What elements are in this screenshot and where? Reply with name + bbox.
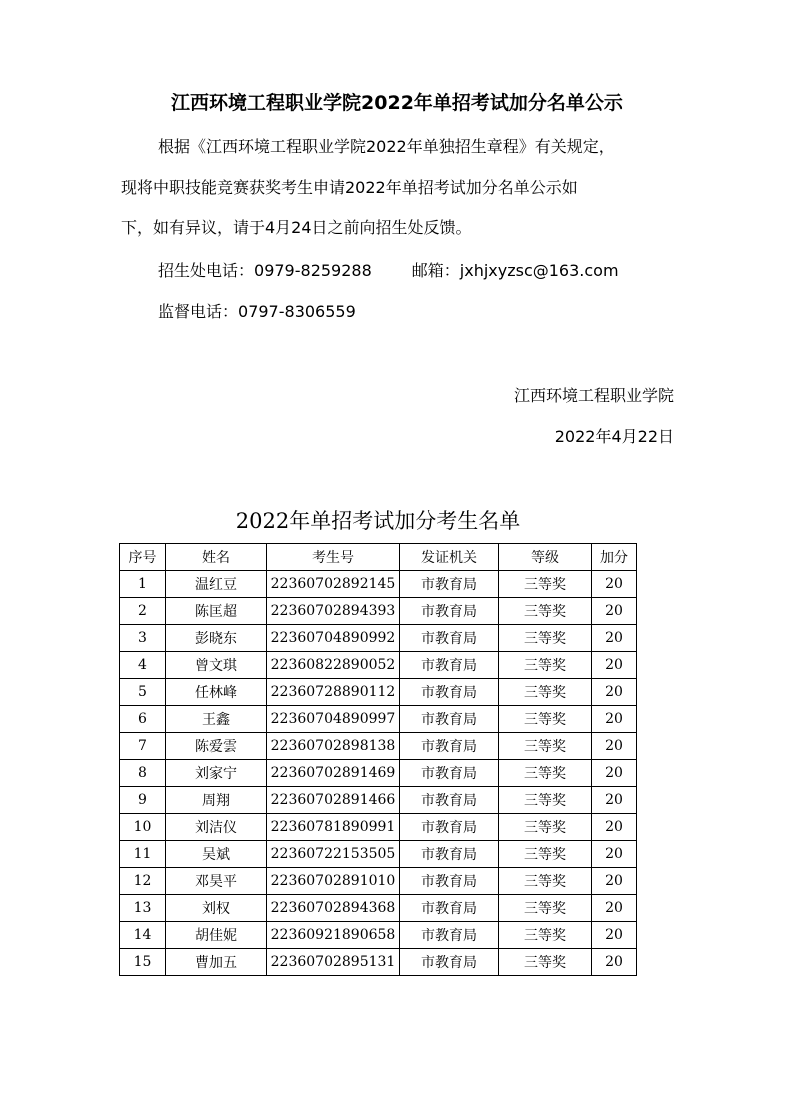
cell-seq: 11 [120, 841, 166, 868]
cell-seq: 5 [120, 679, 166, 706]
roster-title: 2022年单招考试加分考生名单 [235, 509, 521, 533]
cell-grade: 三等奖 [499, 760, 592, 787]
header-grade: 等级 [499, 544, 592, 571]
cell-candidate-id: 22360822890052 [267, 652, 400, 679]
signature-date: 2022年4月22日 [554, 427, 674, 446]
cell-name: 陈匡超 [166, 598, 267, 625]
roster-table [119, 543, 637, 976]
header-issuer: 发证机关 [400, 544, 499, 571]
table-row [120, 571, 637, 598]
cell-bonus: 20 [592, 652, 637, 679]
cell-name: 邓昊平 [166, 868, 267, 895]
cell-grade: 三等奖 [499, 814, 592, 841]
cell-seq: 9 [120, 787, 166, 814]
table-row [120, 949, 637, 976]
cell-issuer: 市教育局 [400, 706, 499, 733]
cell-bonus: 20 [592, 706, 637, 733]
table-row [120, 706, 637, 733]
cell-grade: 三等奖 [499, 868, 592, 895]
header-candidate-id: 考生号 [267, 544, 400, 571]
supervision-phone: 0797-8306559 [238, 302, 356, 321]
cell-issuer: 市教育局 [400, 922, 499, 949]
cell-grade: 三等奖 [499, 652, 592, 679]
cell-seq: 15 [120, 949, 166, 976]
cell-bonus: 20 [592, 895, 637, 922]
cell-seq: 4 [120, 652, 166, 679]
admissions-phone: 0979-8259288 [254, 261, 372, 280]
cell-bonus: 20 [592, 625, 637, 652]
cell-issuer: 市教育局 [400, 841, 499, 868]
cell-candidate-id: 22360921890658 [267, 922, 400, 949]
cell-candidate-id: 22360728890112 [267, 679, 400, 706]
cell-candidate-id: 22360702892145 [267, 571, 400, 598]
cell-grade: 三等奖 [499, 733, 592, 760]
notice-title: 江西环境工程职业学院2022年单招考试加分名单公示 [171, 92, 623, 114]
cell-bonus: 20 [592, 814, 637, 841]
cell-bonus: 20 [592, 787, 637, 814]
table-row [120, 787, 637, 814]
cell-candidate-id: 22360722153505 [267, 841, 400, 868]
contact-line [158, 260, 619, 282]
supervision-line [158, 301, 356, 323]
cell-name: 刘家宁 [166, 760, 267, 787]
header-bonus: 加分 [592, 544, 637, 571]
cell-bonus: 20 [592, 679, 637, 706]
cell-issuer: 市教育局 [400, 598, 499, 625]
roster-header-row [120, 544, 637, 571]
cell-grade: 三等奖 [499, 922, 592, 949]
cell-seq: 12 [120, 868, 166, 895]
cell-bonus: 20 [592, 760, 637, 787]
cell-name: 刘洁仪 [166, 814, 267, 841]
cell-name: 胡佳妮 [166, 922, 267, 949]
cell-grade: 三等奖 [499, 598, 592, 625]
cell-issuer: 市教育局 [400, 679, 499, 706]
cell-bonus: 20 [592, 598, 637, 625]
cell-grade: 三等奖 [499, 895, 592, 922]
cell-grade: 三等奖 [499, 841, 592, 868]
table-row [120, 625, 637, 652]
cell-issuer: 市教育局 [400, 868, 499, 895]
cell-name: 陈爱雲 [166, 733, 267, 760]
cell-issuer: 市教育局 [400, 625, 499, 652]
signature-org: 江西环境工程职业学院 [513, 386, 674, 405]
cell-candidate-id: 22360702895131 [267, 949, 400, 976]
notice-paragraph-line-1: 根据《江西环境工程职业学院2022年单独招生章程》有关规定， [158, 137, 615, 156]
cell-candidate-id: 22360704890992 [267, 625, 400, 652]
cell-seq: 6 [120, 706, 166, 733]
cell-bonus: 20 [592, 841, 637, 868]
notice-paragraph-line-2: 现将中职技能竞赛获奖考生申请2022年单招考试加分名单公示如 [121, 178, 578, 197]
table-row [120, 922, 637, 949]
cell-seq: 10 [120, 814, 166, 841]
cell-seq: 14 [120, 922, 166, 949]
cell-issuer: 市教育局 [400, 895, 499, 922]
cell-issuer: 市教育局 [400, 733, 499, 760]
cell-seq: 8 [120, 760, 166, 787]
cell-candidate-id: 22360702894368 [267, 895, 400, 922]
cell-bonus: 20 [592, 571, 637, 598]
cell-name: 刘权 [166, 895, 267, 922]
cell-seq: 13 [120, 895, 166, 922]
cell-name: 温红豆 [166, 571, 267, 598]
cell-name: 周翔 [166, 787, 267, 814]
cell-candidate-id: 22360702891010 [267, 868, 400, 895]
table-row [120, 868, 637, 895]
cell-seq: 7 [120, 733, 166, 760]
cell-bonus: 20 [592, 868, 637, 895]
cell-grade: 三等奖 [499, 706, 592, 733]
cell-name: 任林峰 [166, 679, 267, 706]
cell-grade: 三等奖 [499, 949, 592, 976]
cell-candidate-id: 22360704890997 [267, 706, 400, 733]
cell-grade: 三等奖 [499, 679, 592, 706]
table-row [120, 814, 637, 841]
cell-issuer: 市教育局 [400, 787, 499, 814]
admissions-phone-label: 招生处电话： [158, 261, 255, 280]
cell-candidate-id: 22360702891469 [267, 760, 400, 787]
cell-bonus: 20 [592, 949, 637, 976]
table-row [120, 598, 637, 625]
cell-name: 曾文琪 [166, 652, 267, 679]
notice-paragraph-line-3: 下，如有异议，请于4月24日之前向招生处反馈。 [121, 218, 472, 237]
cell-bonus: 20 [592, 922, 637, 949]
cell-candidate-id: 22360702891466 [267, 787, 400, 814]
cell-grade: 三等奖 [499, 787, 592, 814]
cell-issuer: 市教育局 [400, 760, 499, 787]
cell-candidate-id: 22360702894393 [267, 598, 400, 625]
cell-issuer: 市教育局 [400, 571, 499, 598]
cell-seq: 3 [120, 625, 166, 652]
cell-issuer: 市教育局 [400, 652, 499, 679]
header-seq: 序号 [120, 544, 166, 571]
cell-candidate-id: 22360781890991 [267, 814, 400, 841]
email-label: 邮箱： [411, 261, 460, 280]
table-row [120, 652, 637, 679]
cell-name: 曹加五 [166, 949, 267, 976]
table-row [120, 679, 637, 706]
cell-bonus: 20 [592, 733, 637, 760]
cell-issuer: 市教育局 [400, 814, 499, 841]
supervision-phone-label: 监督电话： [158, 302, 239, 321]
header-name: 姓名 [166, 544, 267, 571]
cell-name: 吴斌 [166, 841, 267, 868]
cell-grade: 三等奖 [499, 625, 592, 652]
table-row [120, 895, 637, 922]
cell-candidate-id: 22360702898138 [267, 733, 400, 760]
table-row [120, 841, 637, 868]
cell-seq: 2 [120, 598, 166, 625]
table-row [120, 760, 637, 787]
cell-grade: 三等奖 [499, 571, 592, 598]
table-row [120, 733, 637, 760]
cell-name: 彭晓东 [166, 625, 267, 652]
email-address: jxhjxyzsc@163.com [459, 261, 619, 280]
cell-issuer: 市教育局 [400, 949, 499, 976]
cell-name: 王鑫 [166, 706, 267, 733]
cell-seq: 1 [120, 571, 166, 598]
